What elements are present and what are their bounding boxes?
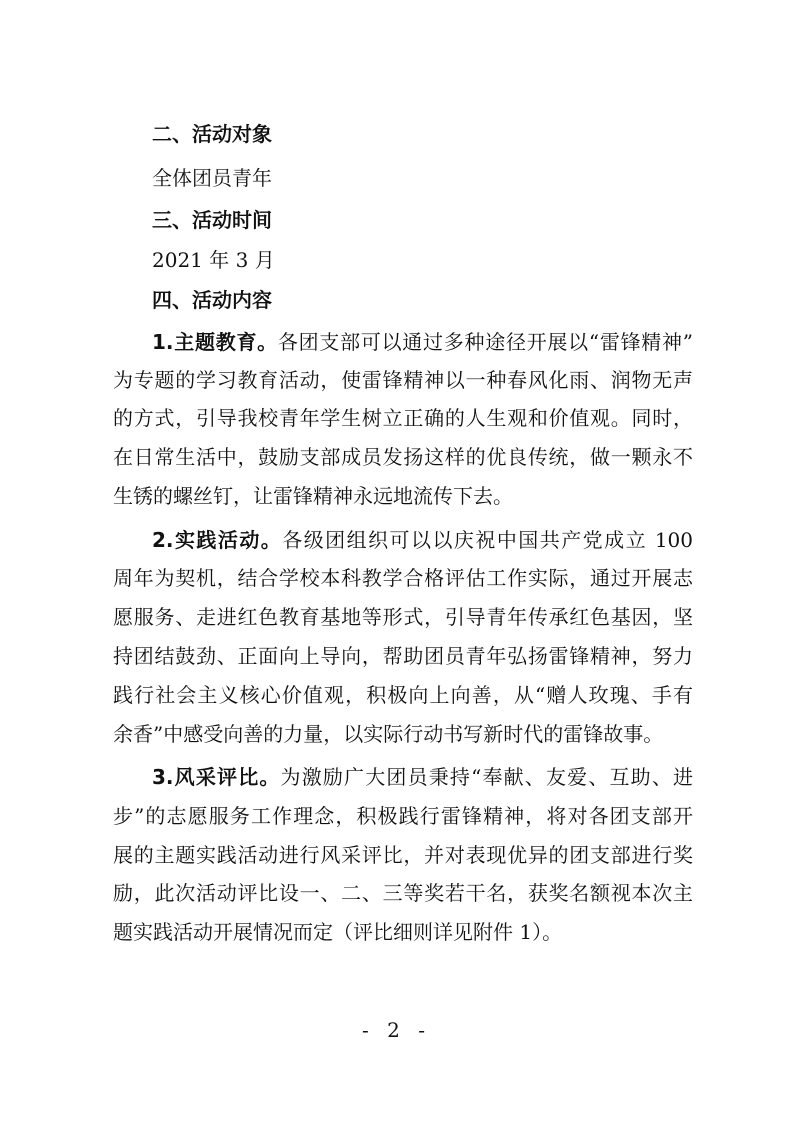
paragraph-line: 步”的志愿服务工作理念，积极践行雷锋精神，将对各团支部开 bbox=[113, 804, 693, 828]
item-title-style-evaluation: 3.风采评比。 bbox=[152, 765, 281, 789]
paragraph-text: 为激励广大团员秉持“奉献、友爱、互助、进 bbox=[280, 765, 693, 789]
page-number: - 2 - bbox=[362, 1018, 431, 1042]
section-heading-activity-content: 四、活动内容 bbox=[152, 288, 272, 312]
paragraph-line: 为专题的学习教育活动，使雷锋精神以一种春风化雨、润物无声 bbox=[113, 368, 693, 392]
item-title-practice-activities: 2.实践活动。 bbox=[152, 528, 283, 552]
item-paragraph-line bbox=[152, 757, 693, 797]
section-heading-target-audience: 二、活动对象 bbox=[152, 122, 272, 146]
paragraph-line: 持团结鼓劲、正面向上导向，帮助团员青年弘扬雷锋精神，努力 bbox=[113, 644, 693, 668]
item-title-theme-education: 1.主题教育。 bbox=[152, 330, 278, 354]
section-heading-activity-time: 三、活动时间 bbox=[152, 208, 272, 232]
paragraph-line: 周年为契机，结合学校本科教学合格评估工作实际，通过开展志 bbox=[113, 566, 693, 590]
paragraph-line: 践行社会主义核心价值观，积极向上向善，从“赠人玫瑰、手有 bbox=[113, 683, 693, 707]
paragraph-line: 愿服务、走进红色教育基地等形式，引导青年传承红色基因，坚 bbox=[113, 605, 693, 629]
paragraph-line: 题实践活动开展情况而定（评比细则详见附件 1）。 bbox=[113, 920, 563, 944]
paragraph-line: 在日常生活中，鼓励支部成员发扬这样的优良传统，做一颗永不 bbox=[113, 445, 693, 469]
paragraph-line: 生锈的螺丝钉，让雷锋精神永远地流传下去。 bbox=[113, 484, 513, 508]
paragraph-line: 的方式，引导我校青年学生树立正确的人生观和价值观。同时， bbox=[113, 406, 693, 430]
section-body-activity-time: 2021 年 3 月 bbox=[152, 248, 275, 272]
item-paragraph-line bbox=[152, 322, 693, 362]
paragraph-text: 各级团组织可以以庆祝中国共产党成立 100 bbox=[282, 528, 693, 552]
paragraph-text: 各团支部可以通过多种途径开展以“雷锋精神” bbox=[277, 330, 693, 354]
item-paragraph-line bbox=[152, 520, 693, 560]
section-body-target-audience: 全体团员青年 bbox=[152, 166, 272, 190]
paragraph-line: 展的主题实践活动进行风采评比，并对表现优异的团支部进行奖 bbox=[113, 843, 693, 867]
paragraph-line: 余香”中感受向善的力量，以实际行动书写新时代的雷锋故事。 bbox=[113, 722, 664, 746]
paragraph-line: 励，此次活动评比设一、二、三等奖若干名，获奖名额视本次主 bbox=[113, 881, 693, 905]
